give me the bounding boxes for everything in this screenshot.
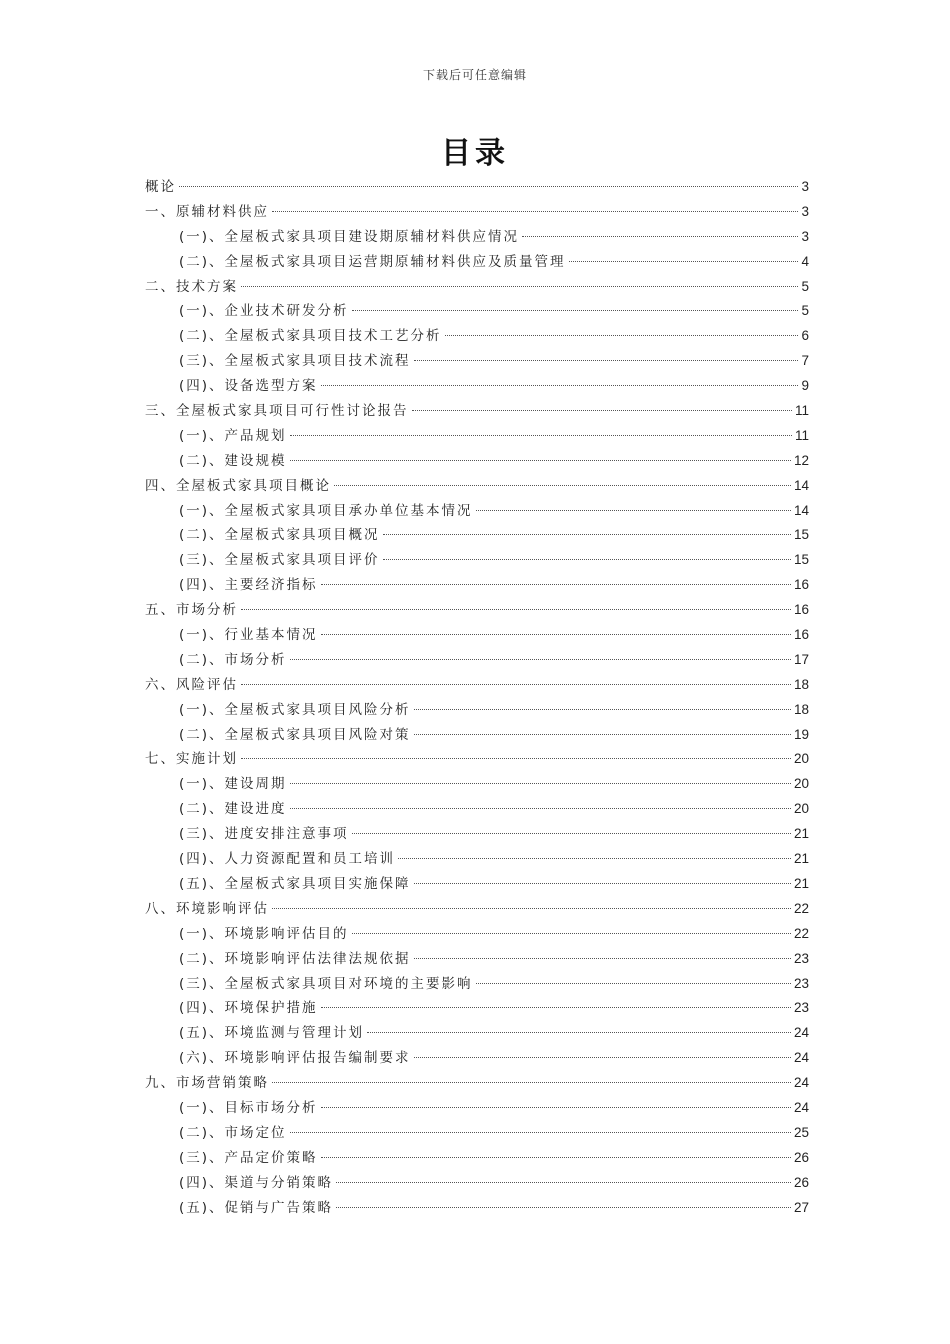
toc-entry[interactable] — [145, 897, 809, 922]
toc-dot-leader — [414, 734, 791, 735]
toc-entry-label: 五、市场分析 — [145, 602, 238, 619]
toc-dot-leader — [352, 833, 791, 834]
toc-dot-leader — [241, 684, 791, 685]
toc-entry-page: 16 — [793, 602, 809, 618]
toc-entry-page: 6 — [801, 328, 809, 344]
toc-entry[interactable] — [145, 623, 809, 648]
toc-dot-leader — [414, 958, 791, 959]
toc-entry-label: (一)、行业基本情况 — [179, 627, 318, 644]
toc-entry-label: (四)、主要经济指标 — [179, 577, 318, 594]
toc-dot-leader — [476, 510, 791, 511]
toc-dot-leader — [445, 335, 799, 336]
toc-entry[interactable] — [145, 847, 809, 872]
toc-entry-page: 18 — [793, 701, 809, 717]
toc-entry-page: 3 — [801, 179, 809, 194]
toc-entry[interactable] — [145, 822, 809, 847]
toc-dot-leader — [241, 286, 798, 287]
toc-entry-page: 22 — [793, 925, 809, 941]
toc-entry[interactable] — [145, 573, 809, 598]
toc-entry-label: (一)、全屋板式家具项目承办单位基本情况 — [179, 502, 473, 519]
toc-dot-leader — [290, 783, 791, 784]
toc-entry-page: 15 — [793, 552, 809, 568]
toc-entry-label: (一)、全屋板式家具项目建设期原辅材料供应情况 — [179, 228, 520, 245]
toc-entry-label: (二)、全屋板式家具项目技术工艺分析 — [179, 328, 442, 345]
toc-entry[interactable] — [145, 449, 809, 474]
toc-entry[interactable] — [145, 275, 809, 300]
toc-entry[interactable] — [145, 797, 809, 822]
toc-entry-page: 16 — [793, 627, 809, 643]
toc-entry-label: (三)、全屋板式家具项目对环境的主要影响 — [179, 975, 473, 992]
toc-entry-page: 25 — [793, 1124, 809, 1140]
toc-entry-label: (三)、进度安排注意事项 — [179, 826, 349, 843]
toc-entry[interactable] — [145, 200, 809, 225]
toc-entry-label: (四)、渠道与分销策略 — [179, 1174, 334, 1191]
toc-entry-page: 20 — [793, 776, 809, 792]
toc-entry-label: 七、实施计划 — [145, 751, 238, 768]
toc-dot-leader — [179, 186, 798, 187]
toc-dot-leader — [569, 261, 799, 262]
toc-dot-leader — [352, 933, 791, 934]
toc-dot-leader — [383, 534, 791, 535]
toc-entry[interactable] — [145, 499, 809, 524]
toc-entry-page: 4 — [801, 253, 809, 269]
toc-entry-label: (三)、全屋板式家具项目评价 — [179, 552, 380, 569]
toc-entry-page: 14 — [793, 502, 809, 518]
toc-dot-leader — [290, 808, 791, 809]
toc-entry-label: (二)、市场分析 — [179, 651, 287, 668]
toc-entry-label: (四)、设备选型方案 — [179, 378, 318, 395]
toc-dot-leader — [321, 1007, 791, 1008]
toc-entry-label: 概论 — [145, 179, 176, 195]
toc-entry[interactable] — [145, 1071, 809, 1096]
toc-entry-page: 5 — [801, 278, 809, 294]
toc-entry[interactable] — [145, 523, 809, 548]
toc-entry-label: (一)、建设周期 — [179, 776, 287, 793]
toc-entry-label: 三、全屋板式家具项目可行性讨论报告 — [145, 403, 409, 420]
toc-entry-label: (四)、人力资源配置和员工培训 — [179, 851, 396, 868]
toc-entry-label: (二)、市场定位 — [179, 1124, 287, 1141]
toc-entry-label: (二)、建设进度 — [179, 801, 287, 818]
toc-entry-label: (二)、全屋板式家具项目概况 — [179, 527, 380, 544]
toc-dot-leader — [352, 310, 799, 311]
toc-entry[interactable] — [145, 1146, 809, 1171]
toc-dot-leader — [321, 385, 799, 386]
toc-dot-leader — [290, 1132, 791, 1133]
toc-entry-label: (一)、目标市场分析 — [179, 1099, 318, 1116]
toc-entry-page: 11 — [794, 403, 809, 419]
toc-entry-label: (一)、环境影响评估目的 — [179, 925, 349, 942]
toc-entry-label: (五)、促销与广告策略 — [179, 1199, 334, 1216]
toc-entry-page: 19 — [793, 726, 809, 742]
toc-entry[interactable] — [145, 1021, 809, 1046]
toc-entry[interactable] — [145, 972, 809, 997]
toc-entry-page: 14 — [793, 477, 809, 493]
toc-dot-leader — [383, 559, 791, 560]
toc-entry[interactable] — [145, 772, 809, 797]
toc-entry[interactable] — [145, 1096, 809, 1121]
toc-entry[interactable] — [145, 648, 809, 673]
toc-entry-page: 17 — [793, 651, 809, 667]
toc-dot-leader — [321, 1107, 791, 1108]
toc-dot-leader — [290, 659, 791, 660]
toc-entry-label: (三)、产品定价策略 — [179, 1149, 318, 1166]
toc-entry[interactable] — [145, 996, 809, 1021]
toc-dot-leader — [241, 609, 791, 610]
toc-entry[interactable] — [145, 474, 809, 499]
toc-dot-leader — [412, 410, 792, 411]
toc-entry-page: 24 — [793, 1075, 809, 1091]
toc-entry-page: 3 — [801, 228, 809, 244]
toc-entry-label: (五)、环境监测与管理计划 — [179, 1025, 365, 1042]
toc-entry-page: 26 — [793, 1174, 809, 1190]
toc-entry[interactable] — [145, 598, 809, 623]
toc-entry[interactable] — [145, 747, 809, 772]
toc-entry-page: 24 — [793, 1050, 809, 1066]
toc-entry[interactable] — [145, 399, 809, 424]
toc-entry-label: 四、全屋板式家具项目概论 — [145, 477, 331, 494]
toc-entry-label: (二)、全屋板式家具项目风险对策 — [179, 726, 411, 743]
toc-entry[interactable] — [145, 299, 809, 324]
header-note: 下载后可任意编辑 — [422, 68, 527, 82]
toc-entry-page: 26 — [793, 1149, 809, 1165]
toc-entry-page: 12 — [793, 452, 809, 468]
toc-entry[interactable] — [145, 698, 809, 723]
toc-entry-label: 一、原辅材料供应 — [145, 203, 269, 220]
toc-entry-page: 15 — [793, 527, 809, 543]
toc-entry-label: (一)、产品规划 — [179, 427, 287, 444]
toc-entry-label: (四)、环境保护措施 — [179, 1000, 318, 1017]
toc-entry-page: 20 — [793, 801, 809, 817]
toc-entry-page: 23 — [793, 1000, 809, 1016]
toc-entry-label: (三)、全屋板式家具项目技术流程 — [179, 353, 411, 370]
toc-dot-leader — [367, 1032, 791, 1033]
toc-dot-leader — [321, 1157, 791, 1158]
toc-entry-label: 八、环境影响评估 — [145, 900, 269, 917]
toc-entry[interactable] — [145, 225, 809, 250]
toc-entry-page: 5 — [801, 303, 809, 319]
toc-dot-leader — [272, 908, 791, 909]
toc-dot-leader — [241, 758, 791, 759]
toc-entry[interactable] — [145, 175, 809, 200]
toc-entry-page: 9 — [801, 378, 809, 394]
toc-entry-page: 16 — [793, 577, 809, 593]
toc-entry-label: 九、市场营销策略 — [145, 1075, 269, 1092]
toc-entry-label: 六、风险评估 — [145, 676, 238, 693]
toc-entry-label: 二、技术方案 — [145, 278, 238, 295]
toc-entry-page: 24 — [793, 1025, 809, 1041]
toc-entry-page: 7 — [801, 353, 809, 369]
toc-entry-label: (六)、环境影响评估报告编制要求 — [179, 1050, 411, 1067]
toc-entry-page: 21 — [793, 851, 809, 867]
toc-entry-page: 27 — [793, 1199, 809, 1215]
toc-dot-leader — [476, 983, 791, 984]
toc-entry[interactable] — [145, 947, 809, 972]
table-of-contents — [145, 175, 809, 1220]
toc-entry[interactable] — [145, 250, 809, 275]
toc-dot-leader — [321, 584, 791, 585]
toc-entry-label: (一)、全屋板式家具项目风险分析 — [179, 701, 411, 718]
toc-dot-leader — [336, 1207, 791, 1208]
toc-entry[interactable] — [145, 374, 809, 399]
toc-entry-label: (二)、全屋板式家具项目运营期原辅材料供应及质量管理 — [179, 253, 566, 270]
toc-entry-page: 23 — [793, 950, 809, 966]
toc-entry-label: (二)、环境影响评估法律法规依据 — [179, 950, 411, 967]
toc-entry[interactable] — [145, 1121, 809, 1146]
toc-dot-leader — [414, 1057, 791, 1058]
toc-dot-leader — [414, 883, 791, 884]
toc-entry[interactable] — [145, 324, 809, 349]
toc-entry-page: 18 — [793, 676, 809, 692]
toc-entry-label: (一)、企业技术研发分析 — [179, 303, 349, 320]
toc-entry[interactable] — [145, 723, 809, 748]
toc-dot-leader — [334, 485, 791, 486]
toc-entry[interactable] — [145, 1196, 809, 1221]
toc-entry-page: 21 — [793, 826, 809, 842]
toc-entry-page: 24 — [793, 1099, 809, 1115]
toc-dot-leader — [414, 360, 799, 361]
toc-entry[interactable] — [145, 872, 809, 897]
toc-dot-leader — [336, 1182, 791, 1183]
toc-entry[interactable] — [145, 922, 809, 947]
toc-entry-page: 22 — [793, 900, 809, 916]
toc-entry-page: 11 — [794, 427, 809, 443]
toc-entry[interactable] — [145, 349, 809, 374]
toc-entry-label: (五)、全屋板式家具项目实施保障 — [179, 875, 411, 892]
toc-entry-label: (二)、建设规模 — [179, 452, 287, 469]
page-title: 目录 — [441, 136, 509, 171]
toc-entry[interactable] — [145, 548, 809, 573]
toc-entry-page: 20 — [793, 751, 809, 767]
toc-entry-page: 21 — [793, 875, 809, 891]
toc-dot-leader — [290, 435, 792, 436]
toc-dot-leader — [290, 460, 791, 461]
toc-dot-leader — [272, 1082, 791, 1083]
toc-dot-leader — [398, 858, 791, 859]
toc-entry-page: 3 — [801, 203, 809, 219]
toc-entry[interactable] — [145, 1171, 809, 1196]
toc-entry-page: 23 — [793, 975, 809, 991]
toc-dot-leader — [522, 236, 798, 237]
toc-dot-leader — [272, 211, 798, 212]
toc-entry[interactable] — [145, 1046, 809, 1071]
toc-dot-leader — [321, 634, 791, 635]
toc-entry[interactable] — [145, 673, 809, 698]
toc-entry[interactable] — [145, 424, 809, 449]
toc-dot-leader — [414, 709, 791, 710]
